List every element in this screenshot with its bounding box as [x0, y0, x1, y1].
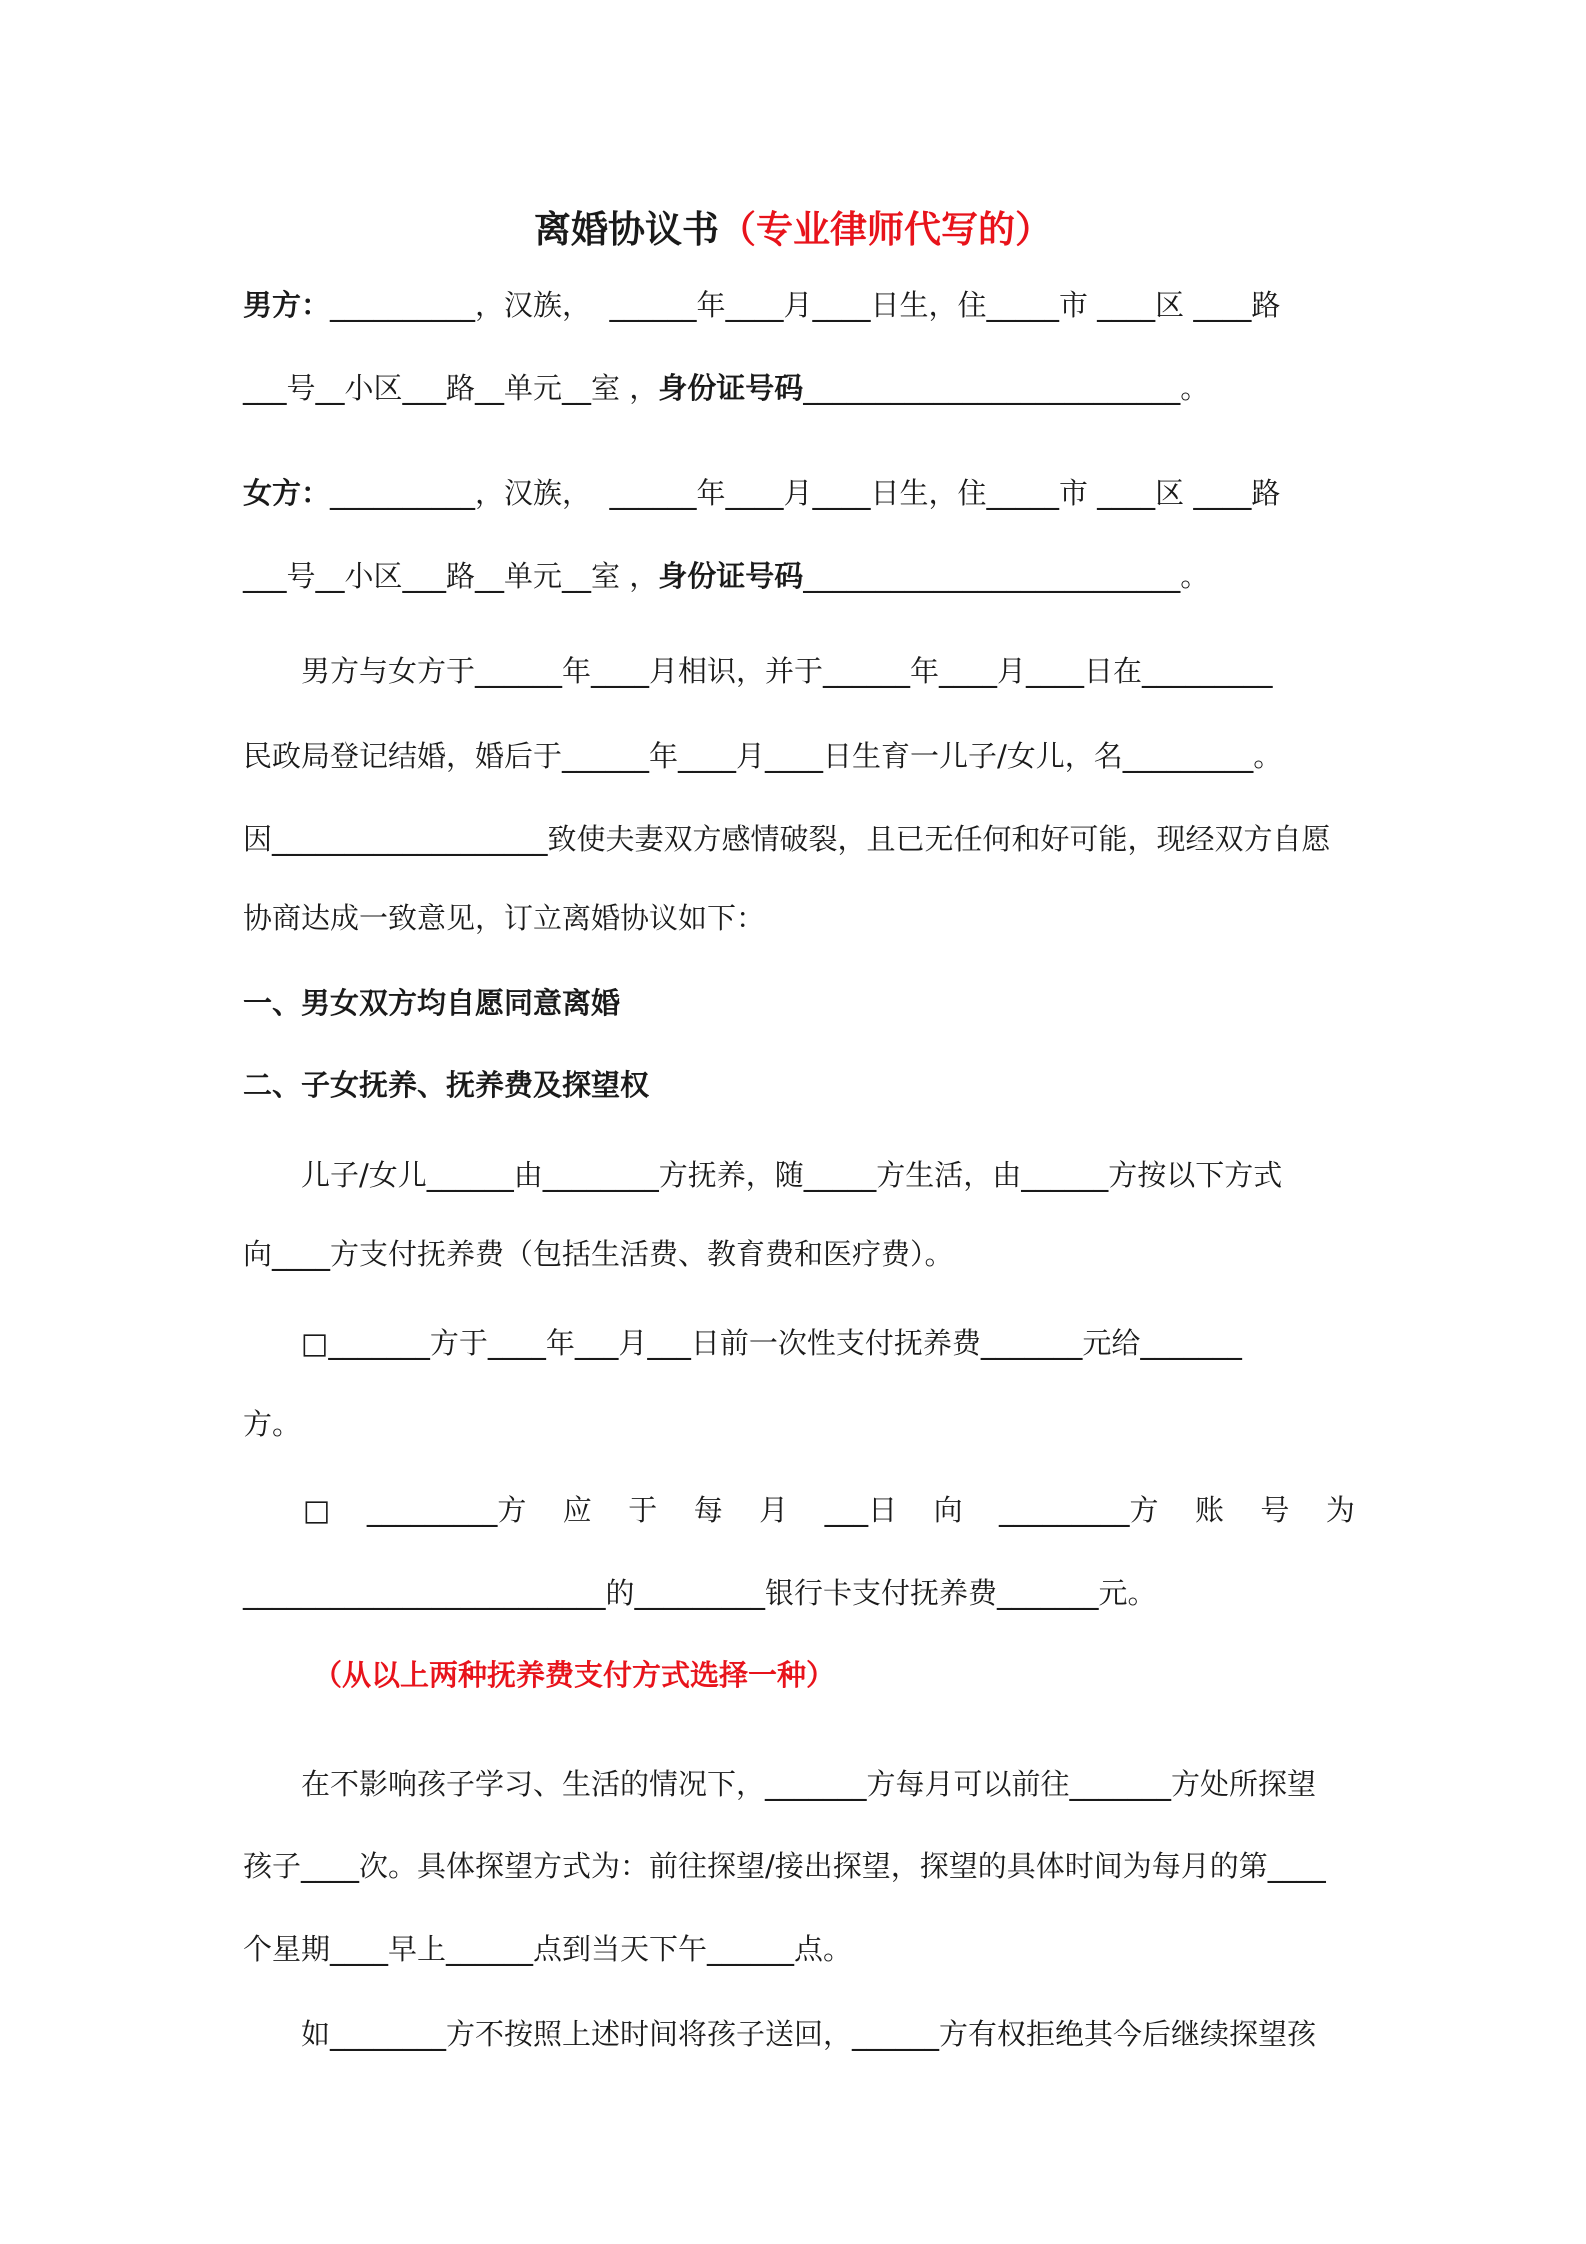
intro-line-4: 协商达成一致意见，订立离婚协议如下： [243, 901, 766, 935]
female-address-text: ___号__小区___路__单元__室 ， [243, 559, 659, 593]
intro-line-3: 因___________________致使夫妻双方感情破裂，且已无任何和好可能，现经双方自愿 [243, 822, 1331, 856]
female-id-blank: __________________________。 [803, 559, 1210, 593]
option2-token: 号 [1260, 1493, 1290, 1527]
visitation-line-1: 在不影响孩子学习、生活的情况下，_______方每月可以前往_______方处所探望 [301, 1767, 1317, 1801]
return-clause-line-1: 如________方不按照上述时间将孩子送回，______方有权拒绝其今后继续探望孩 [301, 2017, 1317, 2051]
option2-token: ___日 [824, 1493, 898, 1527]
document-title [0, 206, 1586, 254]
option2-token: 每 [693, 1493, 723, 1527]
female-label: 女方： [243, 476, 331, 510]
option2-token: 应 [562, 1493, 592, 1527]
option2-token: 于 [628, 1493, 658, 1527]
option2-token: 账 [1194, 1493, 1224, 1527]
option2-token: 月 [759, 1493, 789, 1527]
male-party-line-1 [243, 285, 1280, 325]
female-party-line-1 [243, 473, 1280, 513]
male-party-line-2 [243, 368, 1209, 408]
payment-option-2-line-1 [303, 1490, 1355, 1530]
female-party-line-2 [243, 556, 1209, 596]
male-label: 男方： [243, 288, 331, 322]
title-main: 离婚协议书 [534, 208, 719, 251]
section-2-heading: 二、子女抚养、抚养费及探望权 [243, 1068, 650, 1102]
payment-option-1-line-1: □_______方于____年___月___日前一次性支付抚养费_______元给_______ [301, 1326, 1242, 1360]
intro-line-1: 男方与女方于______年____月相识，并于______年____月____日在_________ [301, 654, 1273, 688]
option2-token: 向 [933, 1493, 963, 1527]
choose-note: （从以上两种抚养费支付方式选择一种） [313, 1658, 836, 1692]
section-1-heading: 一、男女双方均自愿同意离婚 [243, 986, 621, 1020]
title-note: （专业律师代写的） [719, 208, 1052, 251]
female-line1-text: __________，汉族， ______年____月____日生，住_____市 ____区 ____路 [330, 476, 1281, 510]
visitation-line-2: 孩子____次。具体探望方式为：前往探望/接出探望，探望的具体时间为每月的第____ [243, 1849, 1326, 1883]
male-id-label: 身份证号码 [658, 371, 804, 405]
male-address-text: ___号__小区___路__单元__室 ， [243, 371, 659, 405]
option2-checkbox: □ [303, 1493, 331, 1527]
male-id-blank: __________________________。 [803, 371, 1210, 405]
option2-token: _________方 [999, 1493, 1159, 1527]
custody-line-1: 儿子/女儿______由________方抚养，随_____方生活，由______方按以下方式 [301, 1158, 1283, 1192]
intro-line-2: 民政局登记结婚，婚后于______年____月____日生育一儿子/女儿，名_________。 [243, 739, 1283, 773]
female-id-label: 身份证号码 [658, 559, 804, 593]
visitation-line-3: 个星期____早上______点到当天下午______点。 [243, 1932, 853, 1966]
payment-option-1-line-2: 方。 [243, 1407, 302, 1441]
option2-token: 为 [1325, 1493, 1355, 1527]
male-line1-text: __________，汉族， ______年____月____日生，住_____市 ____区 ____路 [330, 288, 1281, 322]
custody-line-2: 向____方支付抚养费（包括生活费、教育费和医疗费）。 [243, 1237, 954, 1271]
option2-token: _________方 [366, 1493, 527, 1527]
payment-option-2-line-2: _________________________的_________银行卡支付抚养费_______元。 [243, 1576, 1157, 1610]
